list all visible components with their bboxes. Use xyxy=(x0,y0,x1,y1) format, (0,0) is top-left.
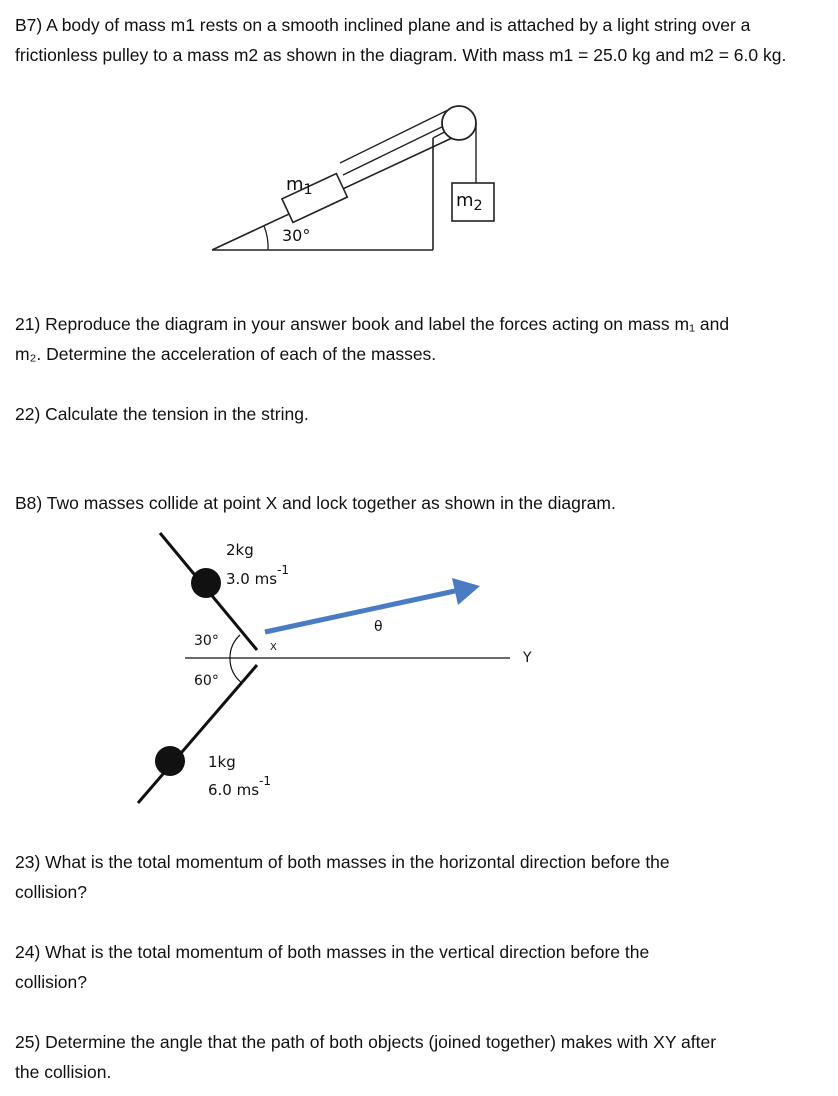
m1-label: $m_1$ xyxy=(286,174,313,198)
b8-intro: B8) Two masses collide at point X and lock together as shown in the diagram. xyxy=(15,493,616,513)
speed-bottom-label: 6.0 $ms^{-1}$ xyxy=(208,774,272,799)
resultant-arrow-shaft xyxy=(265,591,455,632)
q21-line2: m₂. Determine the acceleration of each of the masses. xyxy=(15,344,437,364)
incline-angle-arc xyxy=(264,226,268,250)
theta-label: θ xyxy=(374,619,383,635)
q25-line1: 25) Determine the angle that the path of both objects (joined together) makes with XY after xyxy=(15,1032,717,1052)
q25-line2: the collision. xyxy=(15,1062,112,1082)
mass-bottom-label: 1kg xyxy=(208,753,236,771)
collision-diagram xyxy=(130,525,560,815)
q24-line2: collision? xyxy=(15,972,87,992)
point-x-label: X xyxy=(270,642,277,653)
m2-label: $m_2$ xyxy=(456,190,483,214)
q23-line2: collision? xyxy=(15,882,87,902)
q23-line1: 23) What is the total momentum of both masses in the horizontal direction before the xyxy=(15,852,670,872)
b7-intro: B7) A body of mass m1 rests on a smooth inclined plane and is attached by a light string over a frictionless pulley to a mass m2 as shown in the diagram. With mass m1 = 25.0 kg and m2 = 6.0 kg. xyxy=(15,15,787,65)
incline-angle-label: 30° xyxy=(282,226,311,245)
q22: 22) Calculate the tension in the string. xyxy=(15,404,309,424)
pulley xyxy=(442,106,476,140)
angle-60-label: 60° xyxy=(194,673,219,689)
angle-30-arc xyxy=(230,635,240,658)
string-upper xyxy=(340,110,448,163)
angle-60-arc xyxy=(230,658,242,683)
speed-top-label: 3.0 $ms^{-1}$ xyxy=(226,563,290,588)
string-lower xyxy=(343,123,450,175)
mass-1kg xyxy=(155,746,185,776)
incline-pulley-diagram xyxy=(200,100,500,255)
q24-line1: 24) What is the total momentum of both masses in the vertical direction before the xyxy=(15,942,650,962)
q21-line1: 21) Reproduce the diagram in your answer book and label the forces acting on mass m₁ and xyxy=(15,314,730,334)
mass-top-label: 2kg xyxy=(226,541,254,559)
angle-30-label: 30° xyxy=(194,633,219,649)
point-y-label: Y xyxy=(523,650,532,666)
resultant-arrow-head xyxy=(452,578,480,605)
mass-2kg xyxy=(191,568,221,598)
